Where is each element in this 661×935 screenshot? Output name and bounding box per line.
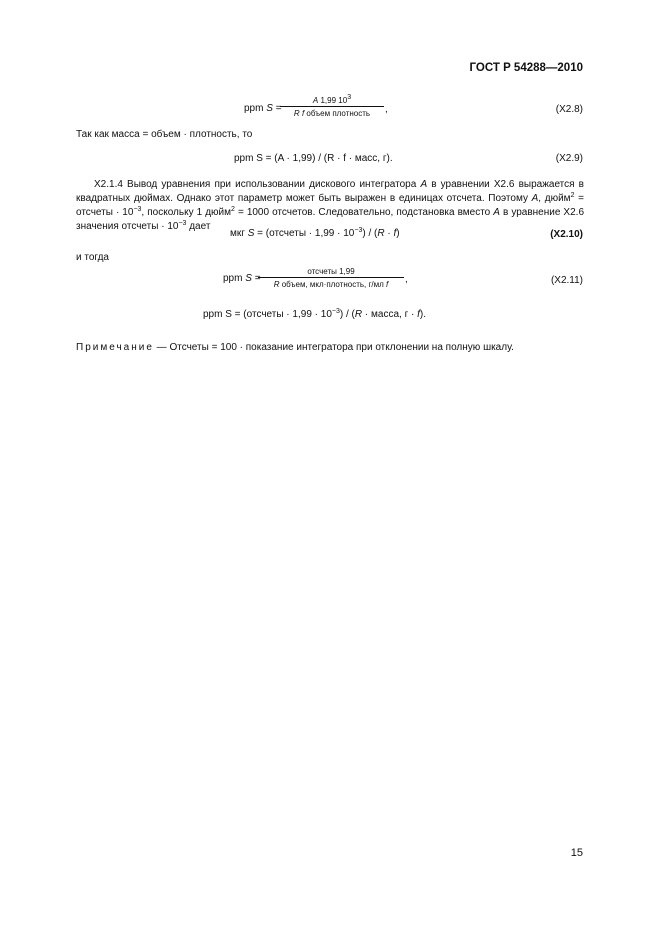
paragraph-x2-1-4: X2.1.4 Вывод уравнения при использовании дискового интегратора A в уравнении X2.6 выражается в квадратных дюймах. Однако этот параметр может быть выражен в единицах отсчета. Поэтому A, дюйм$^2$ = отсчеты · $10^{-3}$, поскольку 1 дюйм$^2$ = 1000 отсчетов. Следовательно, подстановка вместо A в уравнение X2.6 значения отсчеты · $10^{-3}$ дает [76,179,584,232]
fraction-numerator: A 1,99 $10^3$ [312,94,352,105]
fraction-denominator: R объем, мкл·плотность, г/мл f [273,280,389,289]
fraction-x2-8 [280,96,384,118]
equation-x2-9: ppm S = (A · 1,99) / (R · f · масс, г). [234,153,393,164]
text-then-line: и тогда [76,252,109,263]
text-mass-line: Так как масса = объем · плотность, то [76,129,253,140]
equation-x2-8 [244,103,282,114]
eq-tail: , [385,104,388,115]
eq-tail: , [405,274,408,285]
note-label: Примечание [76,342,154,353]
eq-equals: = [254,273,261,284]
fraction-denominator: R f объем плотность [293,109,371,118]
equation-number: (X2.9) [555,153,583,164]
note [76,342,514,353]
eq-lhs: ppm [223,273,243,284]
eq-lhs-var: S [245,273,252,284]
equation-x2-11 [223,273,261,284]
equation-final: ppm S = (отсчеты · $1,99 \cdot 10^{-3}) / (R$ · масса, г · f). [203,308,426,320]
equation-number: (X2.10) [550,229,583,240]
fraction-x2-11 [258,267,404,289]
note-text: Отсчеты = 100 · показание интегратора при отклонении на полную шкалу. [169,342,514,353]
page-number: 15 [570,847,583,859]
note-dash: — [156,342,167,353]
equation-number: (X2.8) [555,104,583,115]
eq-lhs: ppm [244,103,264,114]
fraction-numerator: отсчеты 1,99 [307,267,355,276]
eq-lhs-var: S [266,103,273,114]
document-header: ГОСТ Р 54288—2010 [469,62,583,74]
equation-number: (X2.11) [550,275,583,286]
equation-x2-10: мкг S = (отсчеты · $1,99 \cdot 10^{-3}) / (R \cdot f)$ [230,227,400,239]
eq-equals: = [275,103,282,114]
